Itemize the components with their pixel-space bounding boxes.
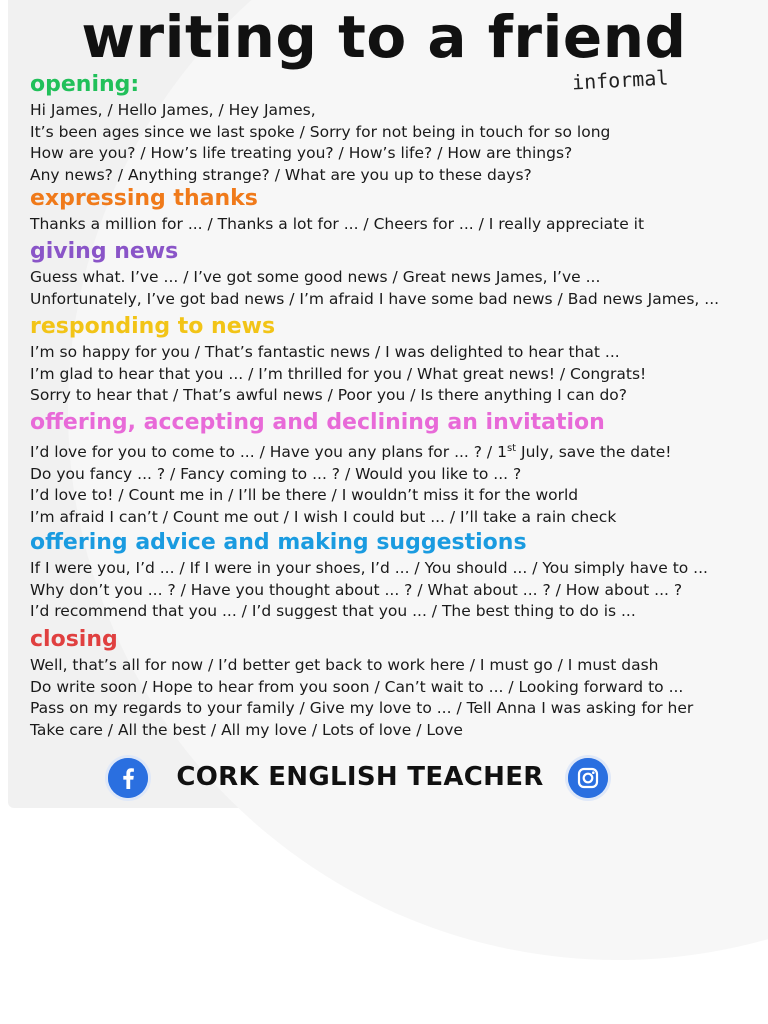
phrase-line: Do you fancy ... ? / Fancy coming to ... ? / Would you like to ... ? [30, 464, 522, 483]
phrase-line: Thanks a million for ... / Thanks a lot for ... / Cheers for ... / I really appreciate it [30, 215, 645, 233]
phrase-line [30, 438, 750, 464]
section-heading: offering advice and making suggestions [30, 530, 527, 555]
phrase-line: I’m afraid I can’t / Count me out / I wish I could but ... / I’ll take a rain check [30, 507, 617, 526]
section-giving-news [30, 239, 750, 310]
phrase-line: It’s been ages since we last spoke / Sorry for not being in touch for so long [30, 122, 611, 141]
phrase-line: Guess what. I’ve ... / I’ve got some good news / Great news James, I’ve ... [30, 268, 601, 286]
page-title: writing to a friend [81, 3, 687, 71]
informal-note: informal [571, 65, 669, 95]
ordinal-suffix: st [506, 443, 517, 454]
phrase-text: July, save the date! [516, 443, 672, 462]
phrase-line: Well, that’s all for now / I’d better get back to work here / I must go / I must dash [30, 656, 659, 674]
section-heading: opening: [30, 72, 140, 97]
phrase-line: I’m glad to hear that you ... / I’m thrilled for you / What great news! / Congrats! [30, 364, 647, 383]
section-expressing-thanks [30, 186, 750, 236]
section-advice [30, 530, 750, 623]
section-heading: giving news [30, 239, 179, 264]
phrase-line: Any news? / Anything strange? / What are you up to these days? [30, 165, 532, 184]
phrase-line: Take care / All the best / All my love / Lots of love / Love [30, 720, 463, 739]
phrase-line: I’m so happy for you / That’s fantastic news / I was delighted to hear that ... [30, 343, 620, 361]
phrase-line: I’d recommend that you ... / I’d suggest that you ... / The best thing to do is ... [30, 602, 636, 621]
phrase-line: Pass on my regards to your family / Give my love to ... / Tell Anna I was asking for her [30, 699, 694, 718]
phrase-line: Sorry to hear that / That’s awful news / Poor you / Is there anything I can do? [30, 386, 627, 405]
phrase-line: How are you? / How’s life treating you? / How’s life? / How are things? [30, 144, 573, 163]
phrase-line: Hi James, / Hello James, / Hey James, [30, 101, 316, 119]
phrase-line: I’d love to! / Count me in / I’ll be there / I wouldn’t miss it for the world [30, 486, 579, 505]
phrase-line: Why don’t you ... ? / Have you thought about ... ? / What about ... ? / How about ... ? [30, 580, 683, 599]
section-opening [30, 72, 750, 186]
phrase-line: Unfortunately, I’ve got bad news / I’m afraid I have some bad news / Bad news James, ... [30, 289, 720, 308]
section-heading: responding to news [30, 314, 276, 339]
section-invitation [30, 410, 750, 529]
section-heading: offering, accepting and declining an invitation [30, 410, 605, 435]
phrase-line: Do write soon / Hope to hear from you soon / Can’t wait to ... / Looking forward to ... [30, 677, 684, 696]
brand-name: CORK ENGLISH TEACHER [176, 762, 544, 792]
facebook-icon[interactable] [108, 758, 148, 798]
section-closing [30, 627, 750, 741]
instagram-icon[interactable] [568, 758, 608, 798]
section-heading: expressing thanks [30, 186, 258, 211]
phrase-text: I’d love for you to come to ... / Have you any plans for ... ? / 1 [30, 443, 507, 462]
section-responding-to-news [30, 314, 750, 407]
phrase-line: If I were you, I’d ... / If I were in your shoes, I’d ... / You should ... / You simply have to ... [30, 559, 708, 577]
footer [106, 756, 616, 802]
section-heading: closing [30, 627, 118, 652]
